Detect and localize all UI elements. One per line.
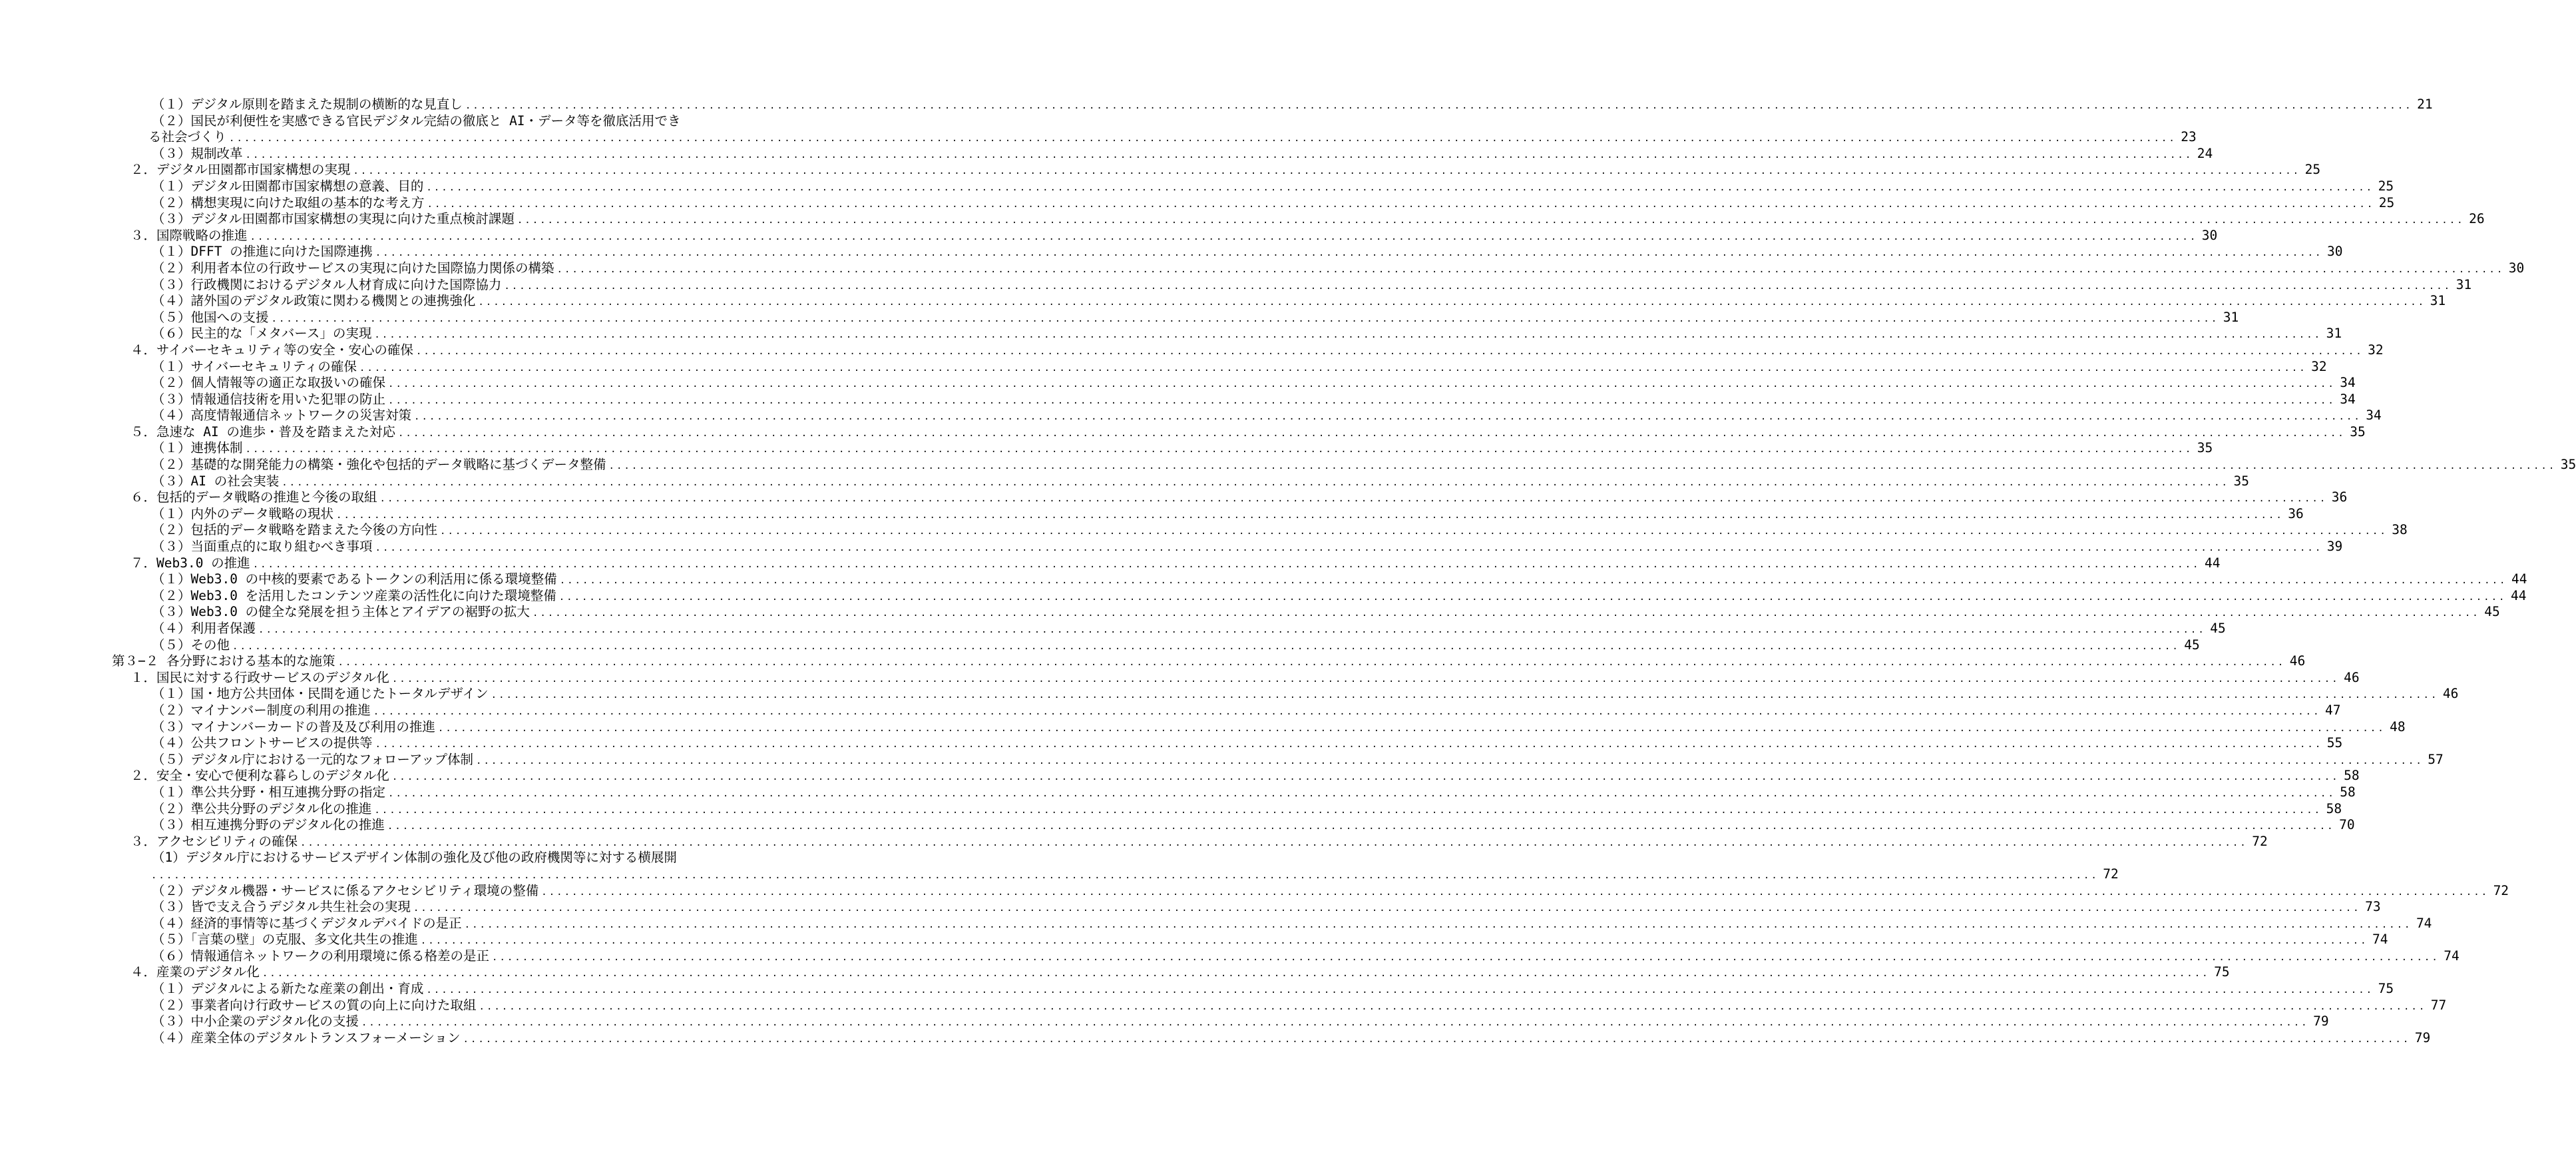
toc-page-number: 32: [2311, 358, 2327, 374]
toc-entry[interactable]: [112, 997, 2447, 1014]
toc-entry-title: 第３−２ 各分野における基本的な施策: [112, 653, 335, 669]
toc-entry[interactable]: [112, 571, 2527, 588]
toc-entry[interactable]: [112, 768, 2360, 784]
toc-entry-title: （１）DFFT の推進に向けた国際連携: [152, 244, 373, 260]
toc-leader-dots: [385, 376, 2338, 393]
toc-page-number: 31: [2326, 326, 2342, 342]
toc-entry-title: （３）皆で支え合うデジタル共生社会の実現: [152, 899, 411, 915]
toc-page-number: 44: [2204, 555, 2221, 571]
toc-entry-title: （４）経済的事情等に基づくデジタルデバイドの是正: [152, 915, 462, 931]
table-of-contents: [112, 97, 2576, 1046]
toc-page-number: 30: [2326, 244, 2343, 260]
toc-page-number: 36: [2288, 505, 2304, 521]
toc-leader-dots: [501, 278, 2454, 295]
toc-entry[interactable]: [112, 375, 2356, 392]
toc-entry[interactable]: [112, 981, 2394, 998]
toc-entry-title: （２）マイナンバー制度の利用の推進: [152, 702, 371, 718]
toc-entry-title: （４）諸外国のデジタル政策に関わる機関との連携強化: [152, 293, 476, 309]
toc-page-number: 31: [2456, 276, 2472, 292]
toc-page-number: 45: [2484, 604, 2500, 620]
toc-entry[interactable]: [112, 637, 2200, 654]
toc-page-number: 39: [2326, 539, 2343, 555]
toc-entry[interactable]: [112, 751, 2444, 768]
toc-entry-title: １．国民に対する行政サービスのデジタル化: [130, 669, 389, 685]
toc-page-number: 75: [2378, 981, 2394, 997]
toc-entry[interactable]: [112, 948, 2460, 965]
toc-entry-title: （２）デジタル機器・サービスに係るアクセシビリティ環境の整備: [152, 882, 539, 898]
toc-entry[interactable]: [112, 424, 2366, 441]
toc-leader-dots: [461, 1031, 2414, 1048]
toc-entry-title: （２）包括的データ戦略を踏まえた今後の方向性: [152, 522, 438, 538]
toc-leader-dots: [243, 441, 2196, 458]
toc-entry[interactable]: [112, 669, 2360, 687]
toc-page-number: 36: [2331, 489, 2348, 505]
toc-page-number: 46: [2344, 669, 2360, 685]
toc-leader-dots: [554, 262, 2507, 278]
toc-page-number: 35: [2350, 424, 2366, 439]
toc-page-number: 25: [2378, 194, 2395, 210]
toc-entry[interactable]: [112, 260, 2525, 277]
toc-entry-title: （２）個人情報等の適正な取扱いの確保: [152, 375, 386, 391]
toc-entry[interactable]: [112, 882, 2509, 900]
toc-leader-dots: [557, 573, 2510, 589]
toc-page-number: 72: [2493, 882, 2509, 898]
toc-entry[interactable]: [112, 653, 2306, 670]
toc-page-number: 72: [2252, 833, 2268, 849]
toc-entry-title: （３）AI の社会実装: [152, 473, 280, 489]
toc-page-number: 79: [2313, 1014, 2329, 1029]
toc-entry[interactable]: [112, 964, 2230, 981]
toc-page-number: 48: [2390, 719, 2406, 734]
toc-page-number: 46: [2289, 653, 2306, 669]
toc-entry[interactable]: [112, 686, 2459, 703]
toc-entry[interactable]: [112, 800, 2342, 818]
toc-entry[interactable]: [112, 358, 2327, 376]
toc-entry-title: （２）Web3.0 を活用したコンテンツ産業の活性化に向けた環境整備: [152, 587, 556, 603]
toc-entry[interactable]: [112, 899, 2381, 916]
toc-leader-dots: [373, 736, 2326, 753]
toc-entry-title: （２）基礎的な開発能力の構築・強化や包括的データ戦略に基づくデータ整備: [152, 457, 606, 473]
toc-entry[interactable]: [112, 473, 2249, 490]
toc-entry[interactable]: [112, 850, 726, 866]
toc-page-number: 34: [2340, 375, 2356, 391]
toc-entry[interactable]: [112, 784, 2356, 801]
toc-entry[interactable]: [112, 505, 2304, 523]
toc-entry-title: （４）利用者保護: [152, 621, 256, 636]
toc-entry-title: （６）民主的な「メタバース」の実現: [152, 326, 372, 342]
toc-leader-dots: [373, 245, 2326, 262]
toc-page-number: 35: [2560, 457, 2576, 473]
toc-leader-dots: [423, 180, 2376, 196]
toc-page-number: 23: [2181, 129, 2197, 145]
toc-leader-dots: [335, 655, 2288, 671]
toc-entry[interactable]: [112, 211, 2485, 228]
toc-page-number: 35: [2197, 440, 2213, 456]
toc-page-number: 34: [2340, 391, 2356, 407]
toc-entry[interactable]: [112, 915, 2432, 932]
toc-entry[interactable]: [112, 162, 2321, 178]
toc-leader-dots: [371, 704, 2324, 721]
toc-page-number: 38: [2392, 522, 2408, 538]
toc-leader-dots: [389, 671, 2342, 688]
toc-entry-title: （1）デジタル庁におけるサービスデザイン体制の強化及び他の政府機関等に対する横展開: [152, 850, 677, 866]
toc-entry[interactable]: [112, 539, 2343, 555]
toc-entry[interactable]: [112, 113, 726, 130]
toc-leader-dots: [556, 589, 2509, 606]
toc-entry[interactable]: [112, 489, 2348, 506]
toc-entry[interactable]: [112, 735, 2343, 752]
toc-entry-title: （３）Web3.0 の健全な発展を担う主体とアイデアの裾野の拡大: [152, 604, 530, 620]
toc-entry[interactable]: [112, 309, 2239, 326]
toc-leader-dots: [373, 540, 2326, 557]
toc-page-number: 25: [2304, 162, 2321, 178]
toc-leader-dots: [425, 196, 2378, 213]
toc-entry[interactable]: [112, 440, 2213, 457]
toc-entry[interactable]: [112, 866, 2119, 883]
toc-entry[interactable]: [112, 587, 2527, 605]
toc-leader-dots: [260, 966, 2213, 982]
toc-entry[interactable]: [112, 129, 2197, 146]
toc-page-number: 34: [2366, 408, 2382, 424]
toc-page-number: 70: [2339, 817, 2355, 833]
toc-leader-dots: [298, 835, 2251, 852]
toc-entry[interactable]: [112, 408, 2382, 424]
toc-leader-dots: [359, 1015, 2312, 1031]
toc-leader-dots: [463, 98, 2416, 115]
toc-leader-dots: [435, 721, 2388, 737]
toc-page-number: 57: [2428, 751, 2444, 767]
toc-entry-title: （３）情報通信技術を用いた犯罪の防止: [152, 391, 386, 407]
toc-leader-dots: [477, 999, 2430, 1016]
toc-entry[interactable]: [112, 326, 2342, 342]
toc-leader-dots: [411, 900, 2364, 917]
toc-leader-dots: [395, 426, 2348, 442]
toc-entry-title: ６．包括的データ戦略の推進と今後の取組: [130, 489, 377, 505]
toc-page-number: 24: [2197, 145, 2213, 161]
toc-entry-title: （１）デジタル原則を踏まえた規制の横断的な見直し: [152, 97, 463, 112]
toc-page-number: 77: [2430, 997, 2447, 1013]
toc-page-number: 31: [2223, 309, 2239, 325]
toc-leader-dots: [377, 491, 2330, 507]
toc-leader-dots: [371, 327, 2324, 344]
toc-entry-title: ５．急速な AI の進歩・普及を踏まえた対応: [130, 424, 395, 439]
toc-leader-dots: [475, 294, 2428, 311]
toc-entry-title: （２）事業者向け行政サービスの質の向上に向けた取組: [152, 997, 477, 1013]
toc-page-number: 74: [2416, 915, 2432, 931]
toc-entry-title: ４．サイバーセキュリティ等の安全・安心の確保: [130, 342, 413, 358]
toc-entry-title: （３）デジタル田園都市国家構想の実現に向けた重点検討課題: [152, 211, 515, 227]
toc-leader-dots: [418, 933, 2371, 950]
toc-entry-title: （２）利用者本位の行政サービスの実現に向けた国際協力関係の構築: [152, 260, 554, 276]
toc-page-number: 79: [2414, 1029, 2431, 1045]
toc-page-number: 44: [2510, 587, 2527, 603]
toc-page-number: 25: [2378, 178, 2394, 194]
toc-leader-dots: [385, 786, 2338, 802]
toc-entry[interactable]: [112, 178, 2394, 195]
toc-page-number: 58: [2340, 784, 2356, 800]
toc-entry[interactable]: [112, 702, 2341, 719]
toc-page-number: 45: [2210, 621, 2226, 636]
toc-page-number: 73: [2365, 899, 2381, 915]
toc-page-number: 74: [2444, 948, 2460, 964]
toc-entry-title: （６）情報通信ネットワークの利用環境に係る格差の是正: [152, 948, 490, 964]
toc-leader-dots: [269, 311, 2222, 328]
toc-page-number: 55: [2326, 735, 2343, 751]
toc-page-number: 30: [2508, 260, 2525, 276]
toc-entry-title: ２．デジタル田園都市国家構想の実現: [130, 162, 351, 178]
toc-entry-title: （１）国・地方公共団体・民間を通じたトータルデザイン: [152, 686, 489, 702]
toc-entry[interactable]: [112, 145, 2213, 162]
toc-leader-dots: [148, 868, 2101, 884]
toc-page-number: 45: [2184, 637, 2200, 653]
toc-entry-title: （２）構想実現に向けた取組の基本的な考え方: [152, 194, 425, 210]
toc-leader-dots: [423, 982, 2376, 999]
toc-entry-title: （１）内外のデータ戦略の現状: [152, 505, 334, 521]
toc-entry-title: （４）高度情報通信ネットワークの災害対策: [152, 408, 412, 424]
toc-entry[interactable]: [112, 227, 2218, 244]
toc-entry-title: （１）サイバーセキュリティの確保: [152, 358, 357, 374]
toc-leader-dots: [489, 687, 2442, 704]
toc-entry[interactable]: [112, 522, 2408, 539]
toc-leader-dots: [350, 163, 2303, 180]
toc-entry-title: （５）その他: [152, 637, 230, 653]
toc-entry[interactable]: [112, 719, 2406, 736]
toc-entry[interactable]: [112, 817, 2355, 834]
toc-entry-title: ７．Web3.0 の推進: [130, 555, 250, 571]
toc-entry-title: （５）デジタル庁における一元的なフォローアップ体制: [152, 751, 474, 767]
toc-leader-dots: [411, 409, 2364, 426]
toc-entry[interactable]: [112, 276, 2472, 294]
toc-entry-title: （１）連携体制: [152, 440, 243, 456]
toc-leader-dots: [243, 147, 2196, 164]
toc-leader-dots: [333, 507, 2286, 524]
toc-page-number: 35: [2233, 473, 2249, 489]
toc-leader-dots: [538, 884, 2491, 901]
toc-leader-dots: [256, 622, 2209, 639]
toc-leader-dots: [226, 131, 2179, 147]
toc-entry-title: ２．安全・安心で便利な暮らしのデジタル化: [130, 768, 389, 784]
toc-leader-dots: [250, 557, 2203, 573]
toc-page-number: 30: [2201, 227, 2218, 243]
toc-leader-dots: [371, 802, 2324, 819]
toc-entry-title: （１）準公共分野・相互連携分野の指定: [152, 784, 386, 800]
toc-leader-dots: [473, 753, 2426, 770]
toc-entry-title: （３）中小企業のデジタル化の支援: [152, 1014, 359, 1029]
toc-page-number: 44: [2511, 571, 2527, 587]
toc-leader-dots: [515, 212, 2468, 229]
toc-leader-dots: [437, 523, 2390, 540]
toc-entry[interactable]: [112, 621, 2226, 637]
toc-entry[interactable]: [112, 391, 2356, 408]
toc-entry[interactable]: [112, 457, 2576, 473]
toc-leader-dots: [385, 393, 2338, 410]
toc-leader-dots: [462, 917, 2415, 934]
toc-page-number: 74: [2372, 932, 2388, 948]
toc-leader-dots: [248, 229, 2201, 246]
toc-entry-title: （４）公共フロントサービスの提供等: [152, 735, 373, 751]
toc-entry-title: （３）相互連携分野のデジタル化の推進: [152, 817, 385, 833]
toc-entry[interactable]: [112, 833, 2268, 850]
toc-entry[interactable]: [112, 244, 2343, 260]
toc-page-number: 21: [2417, 97, 2433, 112]
toc-page-number: 26: [2469, 211, 2485, 227]
toc-page-number: 47: [2325, 702, 2341, 718]
toc-entry-title: （３）マイナンバーカードの普及及び利用の推進: [152, 719, 435, 734]
toc-page-number: 72: [2103, 866, 2119, 882]
toc-entry-title: （２）国民が利便性を実感できる官民デジタル完結の徹底と AI・データ等を徹底活用でき: [152, 113, 681, 129]
toc-leader-dots: [606, 458, 2559, 475]
toc-entry[interactable]: [112, 932, 2388, 948]
toc-entry-title: ３．国際戦略の推進: [130, 227, 248, 243]
toc-entry-title: ３．アクセシビリティの確保: [130, 833, 298, 849]
toc-entry-title: （３）行政機関におけるデジタル人材育成に向けた国際協力: [152, 276, 502, 292]
toc-leader-dots: [413, 344, 2366, 360]
toc-entry[interactable]: [112, 1029, 2431, 1047]
toc-entry[interactable]: [112, 97, 2433, 113]
toc-entry-title: （３）規制改革: [152, 145, 243, 161]
toc-leader-dots: [389, 769, 2342, 786]
toc-entry-title: （１）デジタル田園都市国家構想の意義、目的: [152, 178, 424, 194]
toc-entry-title: （３）当面重点的に取り組むべき事項: [152, 539, 373, 555]
toc-leader-dots: [489, 950, 2442, 966]
toc-entry-title: （１）Web3.0 の中核的要素であるトークンの利活用に係る環境整備: [152, 571, 557, 587]
toc-entry[interactable]: [112, 604, 2500, 621]
toc-leader-dots: [230, 639, 2183, 655]
toc-leader-dots: [530, 605, 2483, 622]
toc-entry-title: （１）デジタルによる新たな産業の創出・育成: [152, 981, 424, 997]
toc-page-number: 31: [2430, 293, 2446, 309]
toc-entry-title: （４）産業全体のデジタルトランスフォーメーション: [152, 1029, 461, 1045]
toc-entry-title: る社会づくり: [148, 129, 227, 145]
toc-page-number: 75: [2214, 964, 2230, 980]
toc-leader-dots: [385, 818, 2338, 835]
toc-entry-title: （２）準公共分野のデジタル化の推進: [152, 800, 372, 816]
toc-entry[interactable]: [112, 1014, 2329, 1030]
toc-page-number: 58: [2326, 800, 2342, 816]
toc-leader-dots: [357, 360, 2310, 377]
toc-entry-title: （５）「言葉の壁」の克服、多文化共生の推進: [152, 932, 418, 948]
toc-entry[interactable]: [112, 555, 2221, 572]
toc-entry-title: ４．産業のデジタル化: [130, 964, 260, 980]
toc-entry[interactable]: [112, 342, 2384, 359]
toc-entry[interactable]: [112, 194, 2395, 212]
toc-page-number: 32: [2368, 342, 2384, 358]
toc-leader-dots: [279, 475, 2232, 491]
toc-page-number: 46: [2442, 686, 2459, 702]
toc-entry[interactable]: [112, 293, 2446, 310]
toc-page-number: 58: [2344, 768, 2360, 784]
toc-entry-title: （５）他国への支援: [152, 309, 269, 325]
